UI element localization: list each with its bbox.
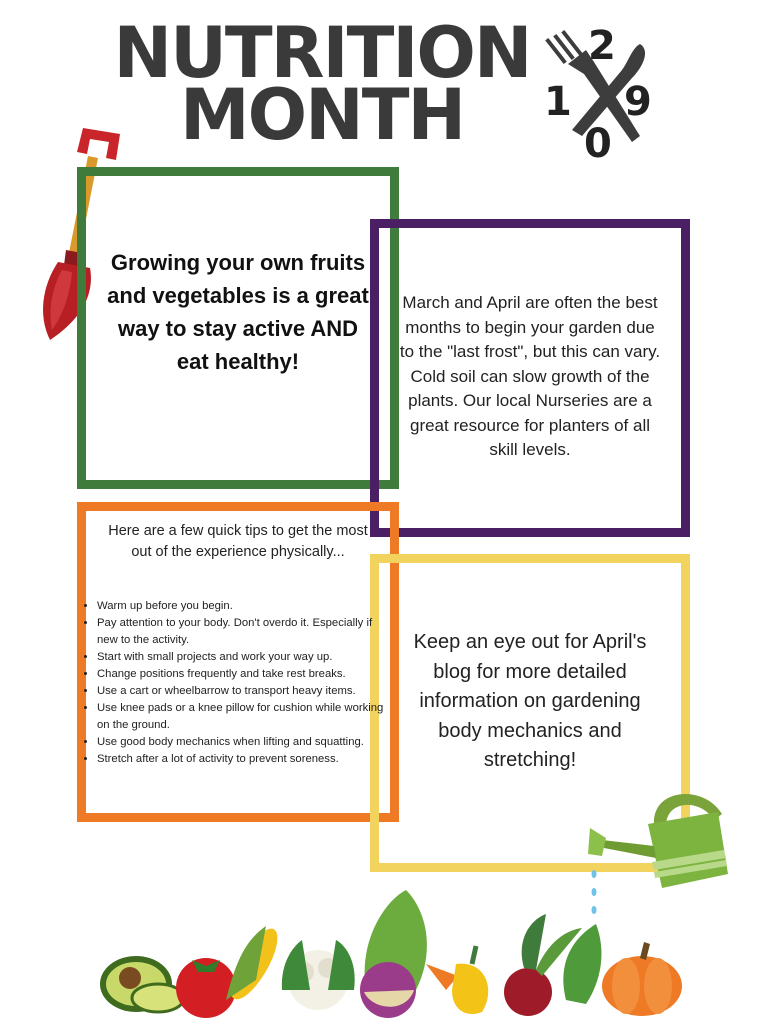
year-digit-bottom: 0 — [584, 121, 612, 167]
planting-time-message: March and April are often the best months to begin your garden due to the "last frost", but this can vary. Cold soil can slow growth of the plants. Our local Nurseries are a great resource for planters of all skill levels. — [399, 293, 661, 459]
tips-intro: Here are a few quick tips to get the most out of the experience physically... — [108, 523, 368, 560]
list-item: • Stretch after a lot of activity to prevent soreness. — [97, 751, 393, 768]
vegetables-illustration — [96, 880, 696, 1020]
list-item: • Change positions frequently and take rest breaks. — [97, 666, 393, 683]
list-item: • Start with small projects and work your way up. — [97, 649, 393, 666]
title-line-1: NUTRITION — [113, 12, 531, 94]
list-item: • Use good body mechanics when lifting and squatting. — [97, 734, 393, 751]
blog-message: Keep an eye out for April's blog for more detailed information on gardening body mechanics and stretching! — [413, 631, 647, 771]
growing-message: Growing your own fruits and vegetables is a great way to stay active AND eat healthy! — [107, 250, 369, 374]
list-item: • Use a cart or wheelbarrow to transport heavy items. — [97, 683, 393, 700]
list-item: • Warm up before you begin. — [97, 598, 393, 615]
year-digit-right: 9 — [624, 79, 652, 125]
title-line-2: MONTH — [179, 74, 465, 156]
year-digit-top: 2 — [588, 23, 616, 69]
year-badge — [540, 23, 660, 167]
list-item: • Pay attention to your body. Don't overdo it. Especially if new to the activity. — [97, 615, 393, 649]
page-title — [112, 12, 532, 156]
year-digit-left: 1 — [544, 79, 572, 125]
tips-list — [80, 598, 393, 768]
list-item: • Use knee pads or a knee pillow for cushion while working on the ground. — [97, 700, 393, 734]
